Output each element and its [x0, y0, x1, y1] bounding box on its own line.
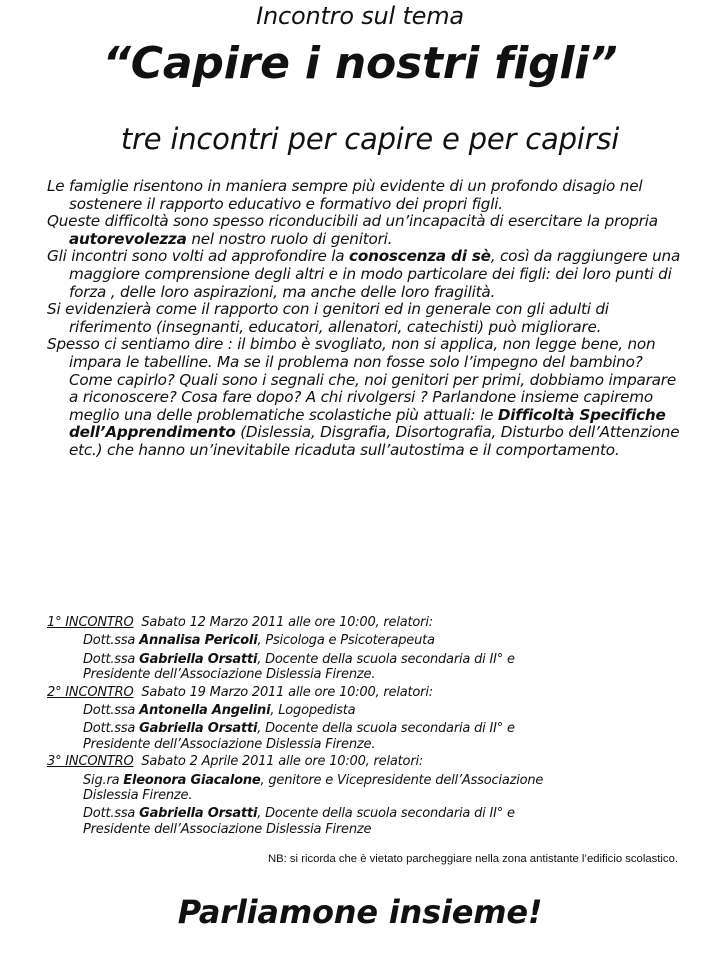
speaker-role: , Docente della scuola secondaria di II° e — [257, 651, 515, 667]
speaker-title: Dott.ssa — [83, 806, 140, 822]
speaker-name: Antonella Angelini — [139, 703, 271, 719]
meeting-block — [47, 754, 667, 837]
subtitle: tre incontri per capire e per capirsi — [120, 122, 620, 156]
meeting-date: Sabato 2 Aprile 2011 alle ore 10:00, relatori: — [133, 754, 424, 770]
meeting-label: 2° INCONTRO — [47, 684, 134, 700]
speaker-name: Gabriella Orsatti — [139, 721, 258, 737]
speaker-entry — [47, 633, 667, 648]
speaker-title: Dott.ssa — [83, 651, 140, 667]
speaker-line — [83, 703, 667, 718]
meeting-date: Sabato 12 Marzo 2011 alle ore 10:00, relatori: — [133, 615, 433, 630]
page-title: “Capire i nostri figli” — [102, 38, 618, 89]
meeting-header — [47, 685, 667, 700]
intro-text — [47, 178, 687, 460]
emphasis-autorevolezza: autorevolezza — [69, 229, 187, 248]
speaker-title: Dott.ssa — [83, 721, 140, 737]
closing-slogan: Parliamone insieme! — [177, 893, 543, 931]
speaker-role: , Docente della scuola secondaria di II° e — [257, 721, 515, 737]
emphasis-dsa: Difficoltà Specifiche dell’Apprendimento — [69, 405, 666, 442]
speaker-role: , genitore e Vicepresidente dell’Associazione — [260, 772, 544, 788]
text-run: Gli incontri sono volti ad approfondire la — [47, 247, 350, 266]
intro-paragraph-2 — [47, 213, 687, 248]
meeting-date: Sabato 19 Marzo 2011 alle ore 10:00, relatori: — [133, 684, 433, 700]
speaker-role-continued: Dislessia Firenze. — [83, 788, 193, 804]
speaker-line — [83, 806, 667, 821]
meeting-header — [47, 615, 667, 630]
meetings-list — [47, 615, 667, 837]
text-run: (Dislessia, Disgrafia, Disortografia, Disturbo dell’Attenzione etc.) che hanno un’inevitabile ricaduta sull’autostima e il comportamento. — [69, 423, 680, 459]
parking-note: NB: si ricorda che è vietato parcheggiare nella zona antistante l’edificio scolastico. — [267, 853, 678, 865]
speaker-line — [83, 773, 667, 788]
speaker-entry — [47, 806, 667, 837]
emphasis-conoscenza: conoscenza di sè — [349, 247, 491, 266]
speaker-entry — [47, 721, 667, 752]
intro-paragraph-5 — [47, 336, 687, 459]
speaker-entry — [47, 773, 667, 804]
meeting-header — [47, 754, 667, 769]
text-run: Queste difficoltà sono spesso riconducibili ad un’incapacità di esercitare la propria — [47, 212, 658, 231]
speaker-line — [83, 652, 667, 667]
speaker-name: Gabriella Orsatti — [139, 806, 258, 822]
text-run: nel nostro ruolo di genitori. — [186, 229, 393, 248]
speaker-entry — [47, 703, 667, 718]
speaker-line — [83, 721, 667, 736]
speaker-role: , Logopedista — [270, 703, 356, 719]
text-run: Spesso ci sentiamo dire : il bimbo è svogliato, non si applica, non legge bene, non impara le tabelline. Ma se il problema non fosse solo l’impegno del bambino? Come capirlo? Quali sono i segnali che, noi genitori per primi, dobbiamo imparare a riconoscere? Cosa fare dopo? A chi rivolgersi ? Parlandone insieme capiremo meglio una delle problematiche scolastiche più attuali: le — [47, 335, 676, 424]
speaker-name: Gabriella Orsatti — [139, 651, 258, 667]
speaker-role-continued: Presidente dell’Associazione Dislessia Firenze. — [83, 667, 376, 683]
speaker-line — [83, 633, 667, 648]
speaker-title: Dott.ssa — [83, 703, 140, 719]
speaker-role: , Psicologa e Psicoterapeuta — [257, 633, 435, 649]
header-line: Incontro sul tema — [256, 2, 464, 30]
meeting-label: 3° INCONTRO — [47, 754, 134, 770]
meeting-block — [47, 615, 667, 683]
speaker-title: Dott.ssa — [83, 633, 140, 649]
speaker-role-continued: Presidente dell’Associazione Dislessia Firenze. — [83, 736, 376, 752]
speaker-entry — [47, 652, 667, 683]
speaker-name: Eleonora Giacalone — [123, 772, 261, 788]
speaker-role-continued: Presidente dell’Associazione Dislessia Firenze — [83, 821, 372, 837]
text-run: , così da raggiungere una maggiore comprensione degli altri e in modo particolare dei figli: dei loro punti di forza , delle loro aspirazioni, ma anche delle loro fragilità. — [69, 247, 681, 301]
meeting-label: 1° INCONTRO — [47, 615, 134, 630]
speaker-title: Sig.ra — [83, 772, 124, 788]
intro-paragraph-4: Si evidenzierà come il rapporto con i genitori ed in generale con gli adulti di riferimento (insegnanti, educatori, allenatori, catechisti) può migliorare. — [47, 300, 609, 336]
speaker-name: Annalisa Pericoli — [139, 633, 258, 649]
meeting-block — [47, 685, 667, 753]
speaker-role: , Docente della scuola secondaria di II° e — [257, 806, 515, 822]
intro-paragraph-3 — [47, 248, 687, 301]
intro-paragraph-1: Le famiglie risentono in maniera sempre più evidente di un profondo disagio nel sostenere il rapporto educativo e formativo dei propri figli. — [47, 177, 643, 213]
